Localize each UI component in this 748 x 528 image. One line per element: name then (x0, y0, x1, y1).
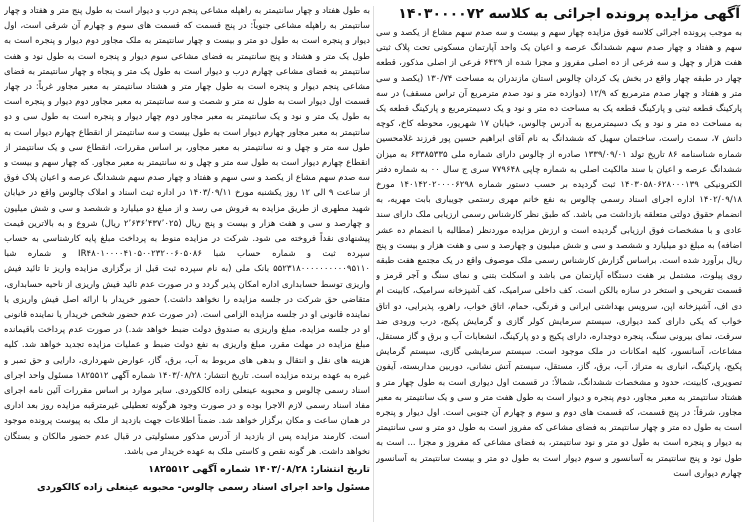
column-divider (373, 6, 374, 522)
left-column-text: به طول هفتاد و چهار سانتیمتر به راهپله مشاعی پنجم درب و دیوار است به طول پنج متر و هفتاد و چهار سانتیمتر به راهپله مشاعی جنوباً: در پنج قسمت که قسمت های سوم و چهارم آن شرقی است، اول دیوار و پنجره است به طول دو متر و بیست و چهار سانتیمتر به ملک مجاور دوم دیوار و پنجره است به طول یک متر و هشتاد و پنج سانتیمتر به فضای مشاعی سوم دیوار و پنجره است به طول نود و هفت سانتیمتر به فضای مشاعی چهارم درب و دیوار است به طول یک متر و پنجاه و چهار سانتیمتر به فضای مشاعی پنجم دیوار و پنجره است به طول چهار متر و هشتاد سانتیمتر به معبر مجاور غرباً: در چهار قسمت اول دیوار است به طول نه متر و شصت و سه سانتیمتر به معبر مجاور دوم دیوار و پنجره است به طول یک متر و نود و یک سانتیمتر به معبر مجاور دوم چهار دیوار و پنجره است به طول سی و دو سانتیمتر به معبر مجاور چهارم دیوار است به طول بیست و سه سانتیمتر از انقطاع چهارم دیوار است به طول سه متر و چهل و نه سانتیمتر به معبر مجاور، بر اساس مقررات، انقطاع سی و یک سانتیمتر از انقطاع چهارم دیوار است به طول سه متر و چهل و نه سانتیمتر به معبر مجاور. که چهار سهم و بیست و سه صدم سهم مشاع از یکصد و سی سهم و هفتاد و چهار صدم سهم ششدانگ عرصه و اعیان پلاک فوق از ساعت ۹ الی ۱۲ روز یکشنبه مورخ ۱۴۰۳/۰۹/۱۱ در اداره ثبت اسناد و املاک چالوس واقع در خیابان شهید مطهری از طریق مزایده به فروش می رسد و از مبلغ دو میلیارد و ششصد و سی و شش میلیون و چهارصد و سی و هفت هزار و بیست و پنج ریال (۲٬۶۳۶٬۴۳۷٬۰۲۵ ریال) شروع و به بالاترین قیمت پیشنهادی نقداً فروخته می شود. شرکت در مزایده منوط به پرداخت مبلغ پایه کارشناسی به حساب سپرده ثبت و شماره حساب شبا IR۴۸۰۱۰۰۰۰۴۱۰۵۰۰۲۳۲۰۰۶۰۵۰۸۶ و شماره شبا ۵۵۲۳۱۸۰۰۰۰۰۰۰۰۰۰۹۵۱۱۰ بانک ملی (به نام سپرده ثبت قبل از برگزاری مزایده واریز تا تائید فیش واریزی توسط حسابداری اداره امکان پذیر گردد و در صورت عدم تائید فیش واریزی از ناحیه حسابداری، متقاضی حق شرکت در جلسه مزایده را نخواهد داشت.) حضور خریدار با ارائه اصل فیش واریزی یا نماینده قانونی او در جلسه مزایده الزامی است. (در صورت عدم حضور شخص خریدار یا نماینده قانونی او در جلسه مزایده، مبلغ واریزی به صندوق دولت ضبط خواهد شد.) در صورت عدم پرداخت باقیمانده مبلغ مزایده در مهلت مقرر، مبلغ واریزی به نفع دولت ضبط و عملیات مزایده تجدید خواهد شد. کلیه هزینه های نقل و انتقال و بدهی های مربوط به آب، برق، گاز، عوارض شهرداری، دارایی و حق تمبر و غیره به عهده برنده مزایده است. تاریخ انتشار: ۱۴۰۳/۰۸/۲۸ شماره آگهی ۱۸۲۵۵۱۲ مسئول واحد اجرای اسناد رسمی چالوس و محبوبه عینعلی زاده کالکوردی. سایر موارد بر اساس مقررات آئین نامه اجرای مفاد اسناد رسمی لازم الاجرا بوده و در صورت وجود هرگونه تعطیلی غیرمترقبه مزایده روز بعد اداری در همان ساعت و مکان برگزار خواهد شد. ضمناً اطلاعات جهت بازدید از ملک به پیوست پرونده موجود است. کارمند مزایده پس از بازدید از آدرس مذکور مسئولیتی در قبال عدم حضور مالکان و بستگان نخواهد داشت. هر گونه نقص و کاستی ملک به عهده خریدار می باشد. (4, 6, 370, 457)
notice-footer: مسئول واحد اجرای اسناد رسمی چالوس- محبوبه عینعلی زاده کالکوردی (37, 482, 370, 494)
notice-title: آگهی مزایده پرونده اجرائی به کلاسه ۱۴۰۳۰۰۰۰۷۲ (398, 6, 740, 22)
left-column (4, 4, 370, 524)
date-line: تاریخ انتشار: ۱۴۰۳/۰۸/۲۸ شماره آگهی ۱۸۲۵۵۱۲ (148, 464, 370, 476)
right-column-text: به موجب پرونده اجرائی کلاسه فوق مزایده چهار سهم و بیست و سه صدم سهم مشاع از یکصد و سی سهم و هفتاد و چهار صدم سهم ششدانگ عرصه و اعیان یک واحد آپارتمان مسکونی تحت پلاک ثبتی هفت هزار و چهل و سه فرعی از ده اصلی مفروز و مجزا شده از ۶۴۲۹ فرعی از اصلی مذکور، قطعه چهار در طبقه چهار واقع در بخش یک کردان چالوس استان مازندران به مساحت ۱۳۰/۷۴ (یکصد و سی متر و هفتاد و چهار صدم مترمربع که ۱۲/۹ (دوازده متر و نود صدم مترمربع آن تراس مسقف) در سه پارکینگ قطعه ثبتی و پارکینگ قطعه یک به مساحت ده متر و نود و یک دسیمترمربع و پارکینگ قطعه یک به مساحت ده متر و نود و یک دسیمترمربع به آدرس چالوس، خیابان ۱۷ شهریور، محوطه کاخ، کوچه دانش ۷، سمت راست، ساختمان سهیل که ششدانگ به نام آقای ابراهیم حسین پور فرزند غلامحسین شماره شناسنامه ۸۶ تاریخ تولد ۱۳۳۹/۰۹/۰۱ صادره از چالوس دارای شماره ملی ۶۳۳۸۵۳۳۵ به میزان ششدانگ عرصه و اعیان با سند مالکیت اصلی به شماره چاپی ۷۷۹۶۴۸ سری ج سال ۰۰ به شماره دفتر الکترونیکی ۱۴۰۳۰۵۸۰۶۲۸۰۰۰۱۳۹ ثبت گردیده بر حسب دستور شماره ۱۴۰۱۴۲۰۲۰۰۰۰۶۲۹۸ مورخ ۱۴۰۲/۰۹/۱۸ اداره اجرای اسناد رسمی چالوس به نفع خانم مهری رستمی جویباری بابت مهریه، به انضمام حقوق دولتی متعلقه بازداشت می باشد. که طبق نظر کارشناس رسمی ارزیابی ملک دارای سند عادی و با مشخصات فوق ارزیابی گردیده است و ارزش مزایده موردنظر (مطالبه با انضمام ده عشر اضافه) به مبلغ دو میلیارد و ششصد و سی و شش میلیون و چهارصد و سی و هفت هزار و بیست و پنج ریال برآورد شده است. براساس گزارش کارشناس رسمی ملک موصوف واقع در یک مجتمع هفت طبقه روی پیلوت، مشتمل بر هفت دستگاه آپارتمان می باشد و اسکلت بتنی و نمای سنگ و آجر قرمز و قسمت تفریحی و استخر در سازه بالکن است. کف داخلی سرامیک، کف آشپزخانه سرامیک، کابینت ام دی اف، آشپزخانه اپن، سرویس بهداشتی ایرانی و فرنگی، حمام، اتاق خواب، راهرو، پذیرایی، دو اتاق خواب که یکی دارای کمد دیواری، سیستم سرمایش کولر گازی و گرمایش پکیج، درب ورودی ضد سرقت، نمای بیرونی سنگ، پنجره دوجداره، دارای پکیج و دو پارکینگ، انشعابات آب و برق و گاز مستقل، مشاعات، آسانسور، کلیه امکانات در ملک موجود است. سیستم سرمایشی گازی، سیستم گرمایش پکیج، پارکینگ، انباری به متراژ، آب، برق، گاز، مستقل، سیستم آتش نشانی، دوربین مداربسته، آیفون تصویری، کابینت، حدود و مشخصات ششدانگ، شمالاً: در قسمت اول دیواری است به طول چهار متر و هشتاد سانتیمتر به معبر مجاور، دوم پنجره و دیوار است به طول هفت متر و سی و یک سانتیمتر به معبر مجاور، شرقاً: در پنج قسمت، که قسمت های دوم و سوم و چهارم آن جنوبی است. اول دیوار و پنجره است به طول ده متر و چهار سانتیمتر به فضای مشاعی که مفروز است به طول دو متر و سی سانتیمتر به دیوار و پنجره است به طول دو متر و نود سانتیمتر، به فضای مشاعی که مفروز و مجزا ... است به طول نود و پنج سانتیمتر به آسانسور و سوم دیوار است به طول دو متر و بیست سانتیمتر به آسانسور چهارم دیواری است (376, 28, 742, 479)
right-column (376, 4, 742, 524)
